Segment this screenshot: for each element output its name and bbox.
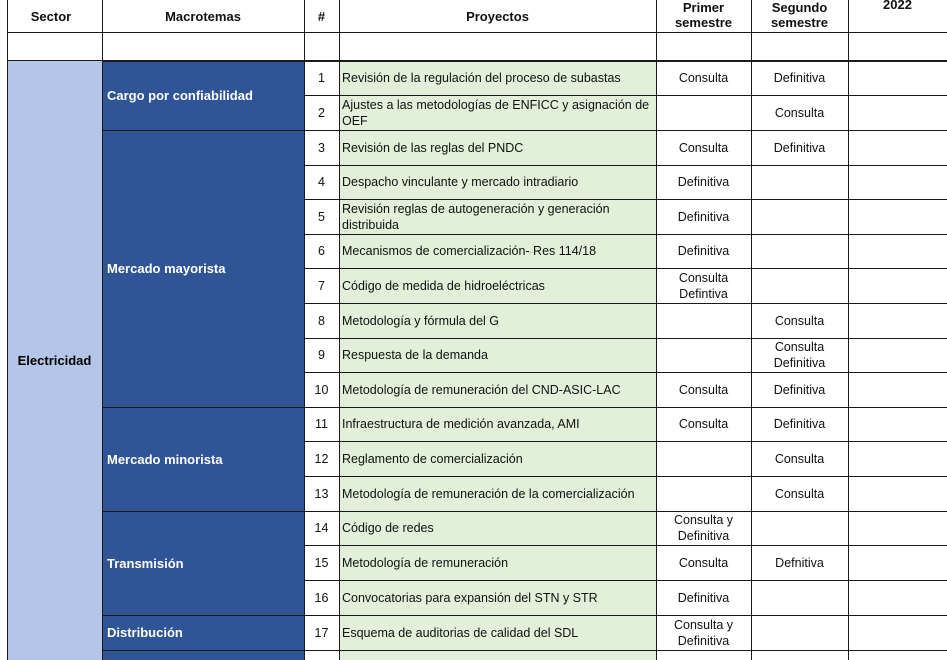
macrotema-4-text: Transmisión xyxy=(107,555,184,571)
row-year-17 xyxy=(848,615,947,650)
row-year-4 xyxy=(848,165,947,199)
row-proyecto-12 xyxy=(339,441,656,476)
row-primer-10 xyxy=(656,372,751,407)
row-proyecto-2 xyxy=(339,95,656,130)
sector-header xyxy=(0,0,102,32)
row-year-10 xyxy=(848,372,947,407)
row-num-9 xyxy=(304,338,339,372)
macrotema-1 xyxy=(102,61,304,130)
row-num-3 xyxy=(304,130,339,165)
row-num-15-text: 15 xyxy=(314,555,329,570)
row-primer-11 xyxy=(656,407,751,441)
row-primer-6 xyxy=(656,234,751,268)
grid-hline xyxy=(304,165,947,166)
row-segundo-1 xyxy=(751,61,848,95)
row-segundo-7 xyxy=(751,268,848,303)
row-year-14 xyxy=(848,511,947,545)
row-segundo-4 xyxy=(751,165,848,199)
grid-hline xyxy=(102,61,304,62)
row-year-9 xyxy=(848,338,947,372)
row-proyecto-3-text: Revisión de las reglas del PNDC xyxy=(342,140,524,155)
row-proyecto-14-text: Código de redes xyxy=(342,521,434,535)
row-primer-17-text: Consulta y Definitiva xyxy=(673,617,734,648)
row-proyecto-13-text: Metodología de remuneración de la comercialización xyxy=(342,486,635,501)
row-primer-1-text: Consulta xyxy=(678,71,729,85)
grid-hline xyxy=(304,61,947,62)
macrotema-3 xyxy=(102,407,304,511)
sector-cell xyxy=(7,61,102,660)
sector-cell-text: Electricidad xyxy=(17,353,92,368)
row-proyecto-2-text: Ajustes a las metodologías de ENFICC y asignación de OEF xyxy=(342,97,650,128)
row-segundo-11-text: Definitiva xyxy=(773,417,826,431)
row-proyecto-7-text: Código de medida de hidroeléctricas xyxy=(342,278,545,293)
proyectos-header xyxy=(339,0,656,32)
row-proyecto-6 xyxy=(339,234,656,268)
row-primer-14 xyxy=(656,511,751,545)
grid-vline xyxy=(848,0,849,660)
grid-hline xyxy=(102,615,304,616)
row-num-6 xyxy=(304,234,339,268)
row-num-15 xyxy=(304,545,339,580)
row-num-9-text: 9 xyxy=(318,348,325,362)
grid-hline xyxy=(304,268,947,269)
row-primer-12 xyxy=(656,441,751,476)
macrotema-3-text: Mercado minorista xyxy=(107,451,223,467)
row-primer-4 xyxy=(656,165,751,199)
row-num-2-text: 2 xyxy=(318,105,325,120)
grid-hline xyxy=(304,338,947,339)
grid-vline xyxy=(7,0,8,660)
row-num-10 xyxy=(304,372,339,407)
grid-hline xyxy=(102,511,304,512)
row-primer-2 xyxy=(656,95,751,130)
row-segundo-15 xyxy=(751,545,848,580)
row-primer-4-text: Definitiva xyxy=(677,175,730,189)
macrotema-4 xyxy=(102,511,304,615)
macrotema-5-text: Distribución xyxy=(107,625,183,640)
row-segundo-12-text: Consulta xyxy=(774,451,825,466)
row-primer-15 xyxy=(656,545,751,580)
grid-hline xyxy=(304,441,947,442)
grid-vline xyxy=(102,0,103,660)
grid-hline xyxy=(304,372,947,373)
row-year-16 xyxy=(848,580,947,615)
row-segundo-16 xyxy=(751,580,848,615)
row-primer-3-text: Consulta xyxy=(678,140,729,155)
grid-hline xyxy=(304,511,947,512)
primer-semestre-header xyxy=(656,0,751,32)
grid-vline xyxy=(751,0,752,660)
row-proyecto-9-text: Respuesta de la demanda xyxy=(342,348,488,362)
macrotema-1-text: Cargo por confiabilidad xyxy=(107,88,253,103)
row-proyecto-11 xyxy=(339,407,656,441)
row-year-13 xyxy=(848,476,947,511)
row-proyecto-17 xyxy=(339,615,656,650)
proyectos-header-text: Proyectos xyxy=(466,8,529,24)
row-segundo-1-text: Definitiva xyxy=(773,71,826,85)
macrotema-2 xyxy=(102,130,304,407)
grid-hline xyxy=(304,199,947,200)
grid-hline xyxy=(304,476,947,477)
grid-hline xyxy=(304,234,947,235)
row-num-7 xyxy=(304,268,339,303)
grid-hline xyxy=(102,650,304,651)
grid-hline xyxy=(304,580,947,581)
row-partial-proyecto xyxy=(339,650,656,660)
grid-hline xyxy=(304,95,947,96)
row-proyecto-7 xyxy=(339,268,656,303)
row-proyecto-5 xyxy=(339,199,656,234)
grid-hline xyxy=(304,615,947,616)
row-primer-11-text: Consulta xyxy=(678,417,729,431)
row-primer-1 xyxy=(656,61,751,95)
row-proyecto-10-text: Metodología de remuneración del CND-ASIC-LAC xyxy=(342,382,621,397)
row-segundo-3-text: Definitiva xyxy=(773,140,826,155)
row-segundo-10-text: Definitiva xyxy=(773,382,826,397)
row-num-1-text: 1 xyxy=(318,71,325,85)
year-header-text: 2022 xyxy=(883,0,912,12)
row-segundo-9 xyxy=(751,338,848,372)
row-primer-16-text: Definitiva xyxy=(677,590,730,605)
macrotema-2-text: Mercado mayorista xyxy=(107,261,226,276)
row-proyecto-16-text: Convocatorias para expansión del STN y STR xyxy=(342,590,598,605)
row-num-1 xyxy=(304,61,339,95)
row-proyecto-1-text: Revisión de la regulación del proceso de subastas xyxy=(342,71,621,85)
row-proyecto-5-text: Revisión reglas de autogeneración y generación distribuida xyxy=(342,201,610,232)
row-num-16-text: 16 xyxy=(314,590,329,605)
row-primer-9 xyxy=(656,338,751,372)
macrotemas-header-text: Macrotemas xyxy=(165,8,241,24)
row-proyecto-9 xyxy=(339,338,656,372)
row-num-12-text: 12 xyxy=(314,451,329,466)
macrotema-5 xyxy=(102,615,304,650)
row-proyecto-15 xyxy=(339,545,656,580)
row-proyecto-15-text: Metodología de remuneración xyxy=(342,555,509,570)
row-num-4-text: 4 xyxy=(318,175,325,189)
row-segundo-2 xyxy=(751,95,848,130)
row-primer-15-text: Consulta xyxy=(678,555,729,570)
row-proyecto-3 xyxy=(339,130,656,165)
row-primer-5 xyxy=(656,199,751,234)
num-header-text: # xyxy=(317,8,326,24)
macrotema-next xyxy=(102,650,304,660)
row-year-12 xyxy=(848,441,947,476)
row-proyecto-1 xyxy=(339,61,656,95)
row-primer-3 xyxy=(656,130,751,165)
row-num-6-text: 6 xyxy=(318,244,325,258)
grid-hline xyxy=(304,130,947,131)
row-primer-14-text: Consulta y Definitiva xyxy=(673,513,734,543)
row-num-14 xyxy=(304,511,339,545)
row-proyecto-6-text: Mecanismos de comercialización- Res 114/18 xyxy=(342,244,597,258)
row-num-14-text: 14 xyxy=(314,521,329,535)
primer-semestre-header-text: Primer semestre xyxy=(674,0,733,30)
row-proyecto-14 xyxy=(339,511,656,545)
row-num-13 xyxy=(304,476,339,511)
row-num-10-text: 10 xyxy=(314,382,329,397)
row-year-1 xyxy=(848,61,947,95)
grid-hline xyxy=(304,650,947,651)
row-num-13-text: 13 xyxy=(314,486,329,501)
sector-header-text: Sector xyxy=(30,8,72,24)
row-proyecto-11-text: Infraestructura de medición avanzada, AMI xyxy=(342,417,580,431)
row-proyecto-8-text: Metodología y fórmula del G xyxy=(342,313,500,328)
row-num-5 xyxy=(304,199,339,234)
row-year-3 xyxy=(848,130,947,165)
row-segundo-14 xyxy=(751,511,848,545)
grid-hline xyxy=(304,545,947,546)
row-year-11 xyxy=(848,407,947,441)
grid-hline xyxy=(304,303,947,304)
row-primer-5-text: Definitiva xyxy=(677,209,730,224)
row-num-5-text: 5 xyxy=(318,209,325,224)
row-primer-6-text: Definitiva xyxy=(677,244,730,258)
row-segundo-8 xyxy=(751,303,848,338)
row-primer-13 xyxy=(656,476,751,511)
row-segundo-17 xyxy=(751,615,848,650)
row-num-3-text: 3 xyxy=(318,140,325,155)
row-num-7-text: 7 xyxy=(318,278,325,293)
row-year-2 xyxy=(848,95,947,130)
row-num-4 xyxy=(304,165,339,199)
row-primer-17 xyxy=(656,615,751,650)
row-primer-16 xyxy=(656,580,751,615)
row-num-8 xyxy=(304,303,339,338)
row-proyecto-4-text: Despacho vinculante y mercado intradiario xyxy=(342,175,579,189)
grid-hline xyxy=(7,32,947,33)
row-proyecto-13 xyxy=(339,476,656,511)
grid-vline xyxy=(656,0,657,660)
row-proyecto-12-text: Reglamento de comercialización xyxy=(342,451,523,466)
row-segundo-12 xyxy=(751,441,848,476)
row-num-16 xyxy=(304,580,339,615)
row-segundo-13-text: Consulta xyxy=(774,486,825,501)
row-num-8-text: 8 xyxy=(318,313,325,328)
num-header xyxy=(304,0,339,32)
row-proyecto-16 xyxy=(339,580,656,615)
grid-hline xyxy=(102,130,304,131)
row-segundo-13 xyxy=(751,476,848,511)
row-num-17-text: 17 xyxy=(314,625,329,640)
row-year-6 xyxy=(848,234,947,268)
row-segundo-9-text: Consulta Definitiva xyxy=(773,340,826,370)
row-year-8 xyxy=(848,303,947,338)
row-segundo-2-text: Consulta xyxy=(774,105,825,120)
grid-vline xyxy=(304,0,305,660)
row-segundo-8-text: Consulta xyxy=(774,313,825,328)
row-num-11 xyxy=(304,407,339,441)
row-segundo-15-text: Defnitiva xyxy=(775,555,824,570)
macrotemas-header xyxy=(102,0,304,32)
row-num-12 xyxy=(304,441,339,476)
row-segundo-3 xyxy=(751,130,848,165)
grid-hline xyxy=(102,407,304,408)
row-num-2 xyxy=(304,95,339,130)
row-proyecto-4 xyxy=(339,165,656,199)
row-primer-7-text: Consulta Defintiva xyxy=(678,270,729,301)
grid-vline xyxy=(339,0,340,660)
row-year-15 xyxy=(848,545,947,580)
row-proyecto-10 xyxy=(339,372,656,407)
row-segundo-11 xyxy=(751,407,848,441)
row-segundo-6 xyxy=(751,234,848,268)
row-primer-7 xyxy=(656,268,751,303)
row-year-7 xyxy=(848,268,947,303)
row-num-17 xyxy=(304,615,339,650)
row-primer-8 xyxy=(656,303,751,338)
year-header xyxy=(848,0,947,16)
row-proyecto-17-text: Esquema de auditorias de calidad del SDL xyxy=(342,625,579,640)
segundo-semestre-header-text: Segundo semestre xyxy=(770,0,829,30)
row-primer-10-text: Consulta xyxy=(678,382,729,397)
grid-hline xyxy=(304,407,947,408)
row-proyecto-8 xyxy=(339,303,656,338)
row-segundo-10 xyxy=(751,372,848,407)
row-num-11-text: 11 xyxy=(315,417,328,431)
segundo-semestre-header xyxy=(751,0,848,32)
row-segundo-5 xyxy=(751,199,848,234)
row-year-5 xyxy=(848,199,947,234)
